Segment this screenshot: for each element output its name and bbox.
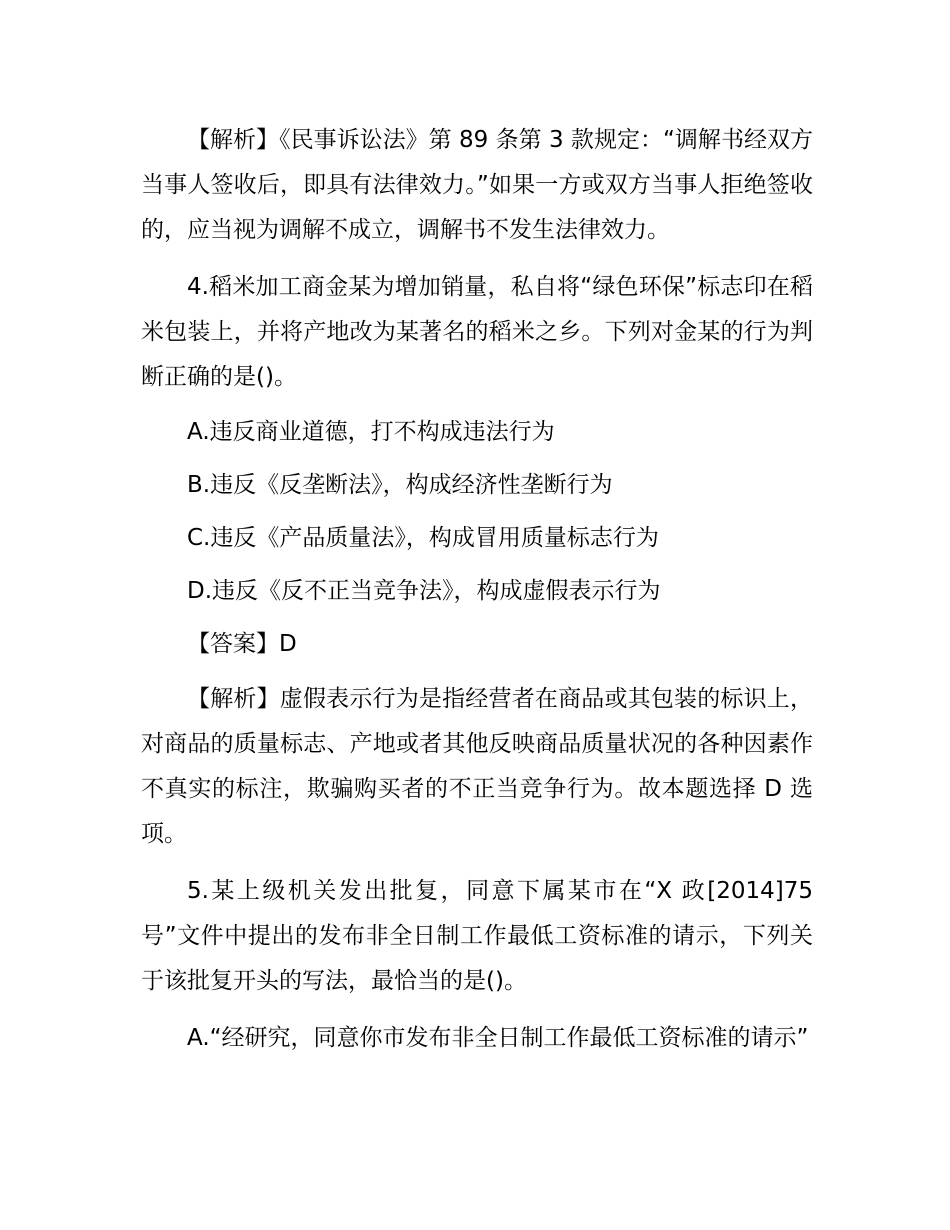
analysis-paragraph-q3: 【解析】《民事诉讼法》第 89 条第 3 款规定：“调解书经双方当事人签收后，即具有法律效力。”如果一方或双方当事人拒绝签收的，应当视为调解不成立，调解书不发生法律效力。: [141, 127, 813, 243]
question-5-option-a: A.“经研究，同意你市发布非全日制工作最低工资标准的请示”: [187, 1025, 809, 1051]
question-4-option-b: B.违反《反垄断法》，构成经济性垄断行为: [187, 472, 613, 498]
question-4-option-d: D.违反《反不正当竞争法》，构成虚假表示行为: [187, 578, 661, 604]
question-4-option-c: C.违反《产品质量法》，构成冒用质量标志行为: [187, 525, 659, 551]
question-5-stem: 5.某上级机关发出批复，同意下属某市在“X 政[2014]75号”文件中提出的发布非全日制工作最低工资标准的请示，下列关于该批复开头的写法，最恰当的是()。: [141, 878, 813, 994]
question-4-stem: 4.稻米加工商金某为增加销量，私自将“绿色环保”标志印在稻米包装上，并将产地改为某著名的稻米之乡。下列对金某的行为判断正确的是()。: [141, 274, 813, 390]
question-4-answer: 【答案】D: [187, 631, 297, 657]
question-4-option-a: A.违反商业道德，打不构成违法行为: [187, 419, 555, 445]
document-body: [141, 118, 813, 1073]
analysis-paragraph-q4: 【解析】虚假表示行为是指经营者在商品或其包装的标识上，对商品的质量标志、产地或者其他反映商品质量状况的各种因素作不真实的标注，欺骗购买者的不正当竞争行为。故本题选择 D 选项。: [141, 686, 813, 847]
